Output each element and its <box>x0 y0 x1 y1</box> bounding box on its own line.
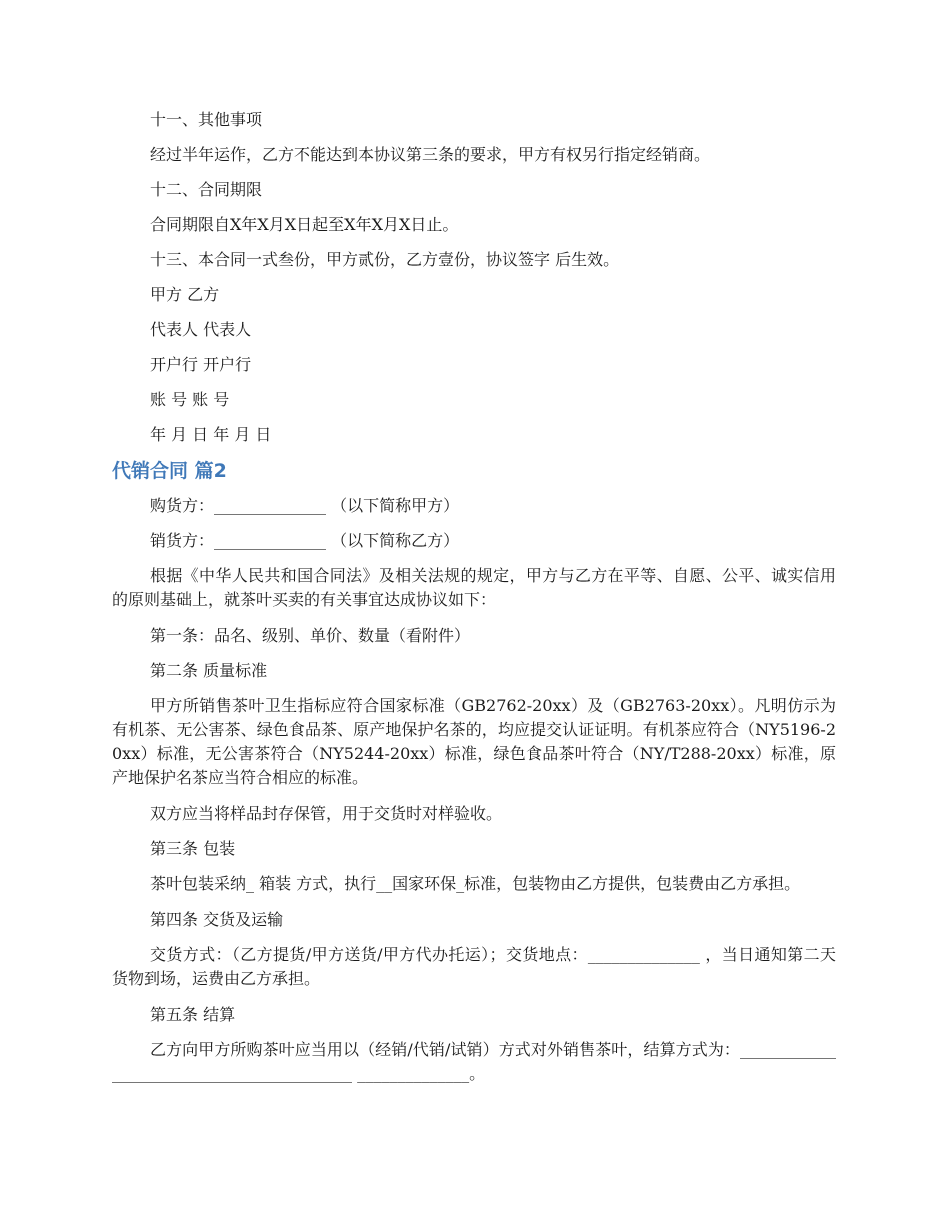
paragraph-article-3-body: 茶叶包装采纳_ 箱装 方式，执行__国家环保_标准，包装物由乙方提供，包装费由乙方承担。 <box>150 874 801 893</box>
paragraph-article-3-heading: 第三条 包装 <box>150 839 236 858</box>
paragraph-article-4-body: 交货方式：（乙方提货/甲方送货/甲方代办托运）；交货地点：______________ ，当日通知第二天货物到场，运费由乙方承担。 <box>112 945 836 988</box>
paragraph-article-5-body: 乙方向甲方所购茶叶应当用以（经销/代销/试销）方式对外销售茶叶，结算方式为：__________________________________________ ______________。 <box>112 1040 836 1083</box>
section-title: 代销合同 篇2 <box>112 460 227 482</box>
paragraph-article-2-body: 甲方所销售茶叶卫生指标应符合国家标准（GB2762-20xx）及（GB2763-20xx）。凡明仿示为有机茶、无公害茶、绿色食品茶、原产地保护名茶的，均应提交认证证明。有机茶应符合（NY5196-20xx）标准，无公害茶符合（NY5244-20xx）标准，绿色食品茶叶符合（NY/T288-20xx）标准，原产地保护名茶应当符合相应的标准。 <box>112 696 836 787</box>
signature-representatives: 代表人 代表人 <box>150 320 252 339</box>
paragraph-sample-storage: 双方应当将样品封存保管，用于交货时对样验收。 <box>150 804 503 823</box>
signature-banks: 开户行 开户行 <box>150 355 252 374</box>
paragraph-other-matters-heading: 十一、其他事项 <box>150 110 263 129</box>
paragraph-article-1: 第一条：品名、级别、单价、数量（看附件） <box>150 626 471 645</box>
paragraph-buyer: 购货方：______________ （以下简称甲方） <box>150 496 460 515</box>
paragraph-other-matters-body: 经过半年运作，乙方不能达到本协议第三条的要求，甲方有权另行指定经销商。 <box>150 145 711 164</box>
paragraph-article-5-heading: 第五条 结算 <box>150 1005 236 1024</box>
paragraph-contract-term-heading: 十二、合同期限 <box>150 180 263 199</box>
document-page <box>112 108 836 1098</box>
paragraph-copies-clause: 十三、本合同一式叁份，甲方贰份，乙方壹份，协议签字 后生效。 <box>150 250 620 269</box>
signature-dates: 年 月 日 年 月 日 <box>150 425 272 444</box>
paragraph-contract-term-body: 合同期限自X年X月X日起至X年X月X日止。 <box>150 215 459 234</box>
paragraph-preamble: 根据《中华人民共和国合同法》及相关法规的规定，甲方与乙方在平等、自愿、公平、诚实信用的原则基础上，就茶叶买卖的有关事宜达成协议如下： <box>112 566 836 609</box>
paragraph-seller: 销货方：______________ （以下简称乙方） <box>150 531 460 550</box>
paragraph-article-2-heading: 第二条 质量标准 <box>150 661 268 680</box>
signature-accounts: 账 号 账 号 <box>150 390 230 409</box>
signature-parties: 甲方 乙方 <box>150 285 220 304</box>
paragraph-article-4-heading: 第四条 交货及运输 <box>150 910 284 929</box>
